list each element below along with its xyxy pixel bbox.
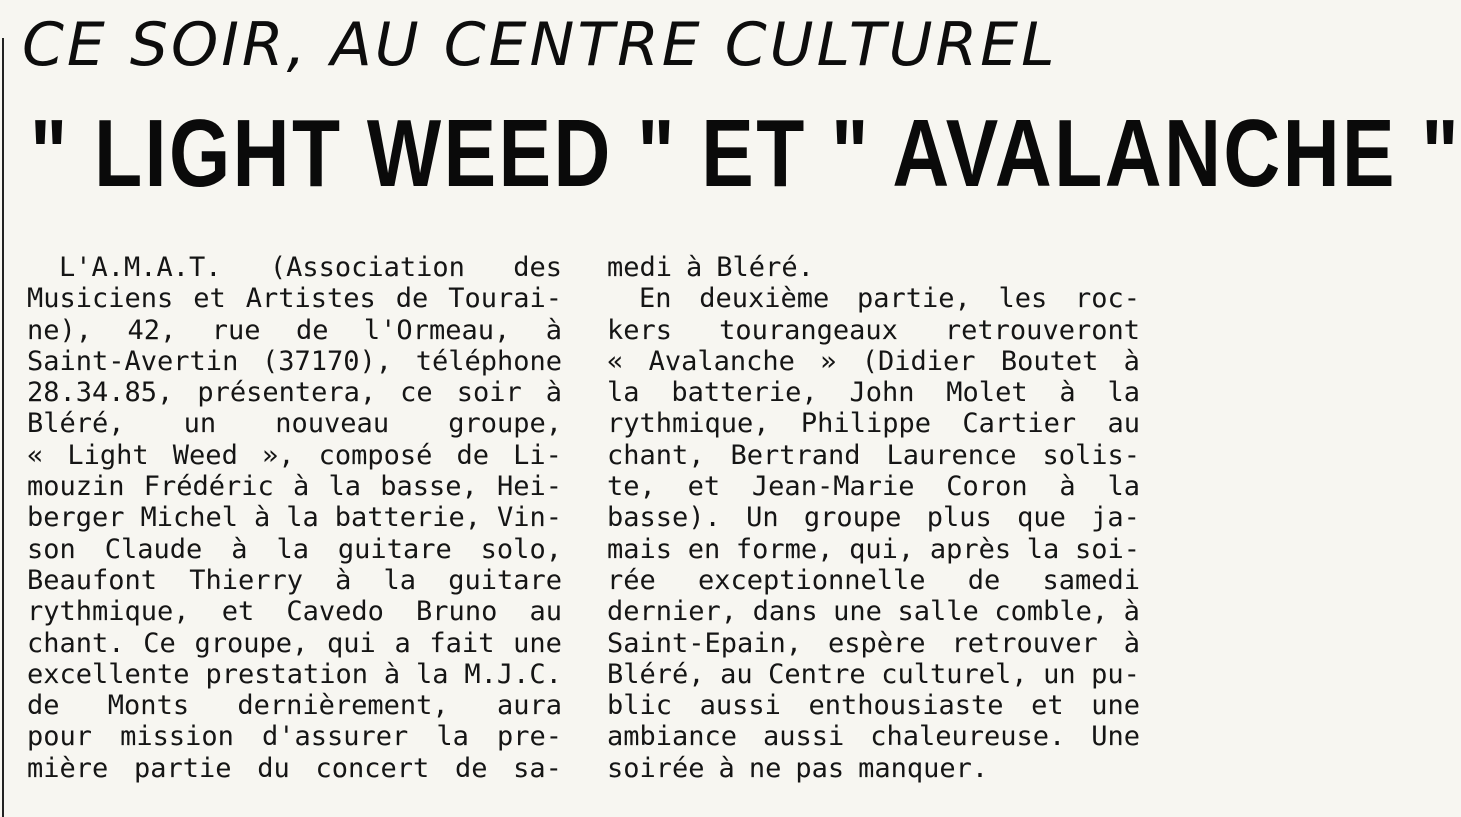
column-rule [2, 38, 4, 817]
text-line: Musiciens et Artistes de Tourai- [27, 283, 562, 315]
text-line: chant. Ce groupe, qui a fait une [27, 627, 562, 659]
text-line: rée exceptionnelle de samedi [607, 564, 1140, 596]
text-line: mais en forme, qui, après la soi- [607, 533, 1140, 565]
text-line: kers tourangeaux retrouveront [607, 314, 1140, 346]
text-line: Saint-Avertin (37170), téléphone [27, 345, 562, 377]
text-line: blic aussi enthousiaste et une [607, 690, 1140, 722]
text-line: te, et Jean-Marie Coron à la [607, 471, 1140, 503]
text-line: « Avalanche » (Didier Boutet à [607, 345, 1140, 377]
text-line: Bléré, un nouveau groupe, [27, 408, 562, 440]
text-line: En deuxième partie, les roc- [639, 283, 1140, 315]
text-line: rythmique, et Cavedo Bruno au [27, 596, 562, 628]
text-line: ambiance aussi chaleureuse. Une [607, 721, 1140, 753]
text-line: Saint-Epain, espère retrouver à [607, 627, 1140, 659]
text-line: pour mission d'assurer la pre- [27, 721, 562, 753]
text-line: L'A.M.A.T. (Association des [59, 252, 562, 283]
text-line: rythmique, Philippe Cartier au [607, 408, 1140, 440]
text-line: chant, Bertrand Laurence solis- [607, 439, 1140, 471]
text-line: dernier, dans une salle comble, à [607, 596, 1140, 628]
text-line: « Light Weed », composé de Li- [27, 439, 562, 471]
text-line: la batterie, John Molet à la [607, 377, 1140, 409]
text-line: 28.34.85, présentera, ce soir à [27, 377, 562, 409]
text-line: son Claude à la guitare solo, [27, 533, 562, 565]
text-line: Beaufont Thierry à la guitare [27, 564, 562, 596]
text-line: basse). Un groupe plus que ja- [607, 502, 1140, 534]
text-line: excellente prestation à la M.J.C. [27, 658, 562, 690]
text-line: soirée à ne pas manquer. [607, 752, 989, 784]
text-line: mouzin Frédéric à la basse, Hei- [27, 471, 562, 503]
text-line: de Monts dernièrement, aura [27, 690, 562, 722]
text-line: mière partie du concert de sa- [27, 752, 562, 784]
article-column-2 [607, 252, 1140, 784]
text-line: medi à Bléré. [607, 252, 814, 283]
article-column-1 [27, 252, 562, 784]
text-line: berger Michel à la batterie, Vin- [27, 502, 562, 534]
kicker-title: CE SOIR, AU CENTRE CULTUREL [22, 10, 1058, 80]
headline: " LIGHT WEED " ET " AVALANCHE " [30, 100, 1461, 207]
text-line: ne), 42, rue de l'Ormeau, à [27, 314, 562, 346]
text-line: Bléré, au Centre culturel, un pu- [607, 658, 1140, 690]
